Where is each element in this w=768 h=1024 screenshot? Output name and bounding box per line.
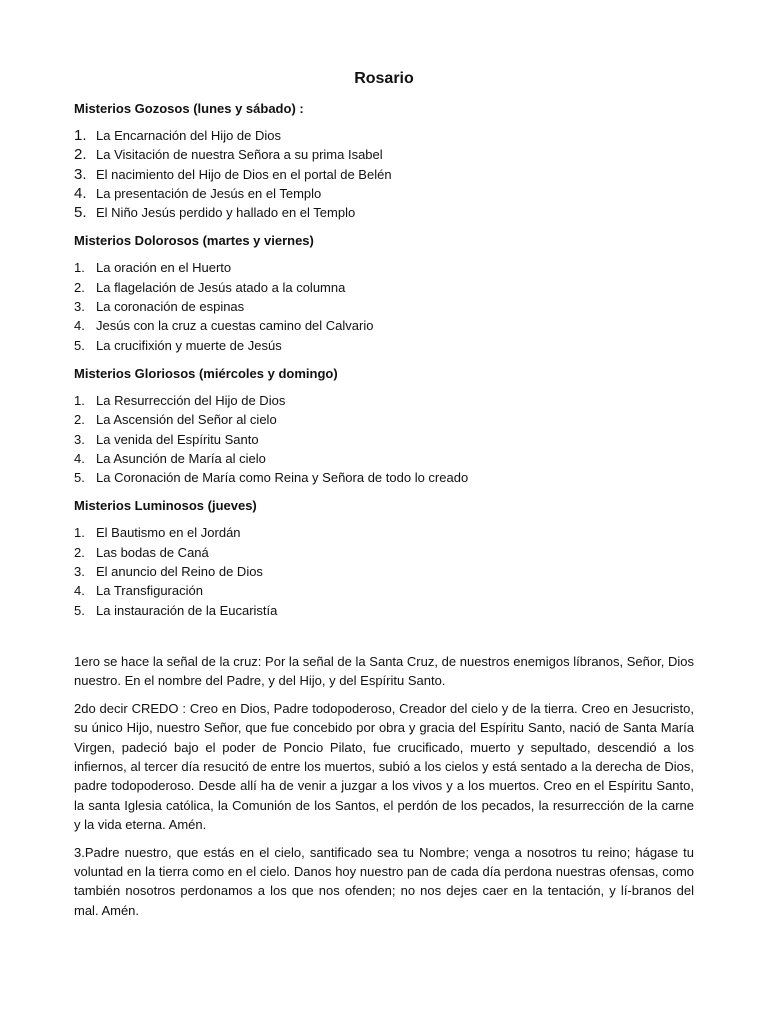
section-gozosos	[74, 100, 694, 222]
document-title: Rosario	[354, 70, 414, 87]
list-item	[74, 523, 694, 542]
list-item	[74, 468, 694, 487]
mysteries-list	[74, 523, 694, 619]
list-text: La Transfiguración	[96, 583, 203, 599]
list-text: El nacimiento del Hijo de Dios en el portal de Belén	[96, 166, 392, 182]
list-item	[74, 316, 694, 335]
list-number: 5.	[74, 602, 85, 618]
list-number: 5.	[74, 204, 87, 222]
list-item	[74, 184, 694, 203]
list-number: 3.	[74, 299, 85, 315]
list-number: 2.	[74, 412, 85, 428]
list-number: 2.	[74, 146, 87, 164]
document-page	[74, 68, 694, 928]
list-number: 1.	[74, 525, 85, 541]
list-item	[74, 203, 694, 222]
mysteries-list	[74, 258, 694, 354]
list-text: La presentación de Jesús en el Templo	[96, 185, 322, 201]
list-text: La instauración de la Eucaristía	[96, 602, 278, 618]
list-item	[74, 336, 694, 355]
list-number: 4.	[74, 318, 85, 334]
list-item	[74, 126, 694, 145]
list-item	[74, 562, 694, 581]
list-item	[74, 449, 694, 468]
list-text: La Encarnación del Hijo de Dios	[96, 128, 281, 143]
list-item	[74, 543, 694, 562]
list-number: 5.	[74, 337, 85, 353]
prayer-sign-of-cross: 1ero se hace la señal de la cruz: Por la señal de la Santa Cruz, de nuestros enemigos líbranos, Señor, Dios nuestro. En el nombre del Padre, y del Hijo, y del Espíritu Santo.	[74, 653, 694, 689]
list-number: 3.	[74, 431, 85, 447]
list-text: La flagelación de Jesús atado a la columna	[96, 279, 346, 295]
list-text: La coronación de espinas	[96, 299, 245, 315]
list-number: 1.	[74, 260, 85, 276]
list-number: 3.	[74, 165, 87, 183]
list-number: 1.	[74, 127, 87, 144]
section-gloriosos	[74, 365, 694, 487]
list-number: 1.	[74, 392, 85, 408]
section-heading: Misterios Luminosos (jueves)	[74, 498, 257, 514]
list-text: Jesús con la cruz a cuestas camino del Calvario	[96, 318, 374, 334]
list-item	[74, 601, 694, 620]
list-item	[74, 258, 694, 277]
list-item	[74, 297, 694, 316]
list-number: 4.	[74, 184, 87, 202]
list-item	[74, 165, 694, 184]
list-text: La Ascensión del Señor al cielo	[96, 412, 277, 428]
prayer-padre-nuestro: 3.Padre nuestro, que estás en el cielo, santificado sea tu Nombre; venga a nosotros tu reino; hágase tu voluntad en la tierra como en el cielo. Danos hoy nuestro pan de cada día perdona nuestras ofensas, como también nosotros perdonamos a los que nos ofenden; no nos dejes caer en la tentación, y lí-branos del mal. Amén.	[74, 844, 694, 918]
mysteries-list	[74, 126, 694, 222]
list-text: La crucifixión y muerte de Jesús	[96, 337, 282, 353]
list-number: 4.	[74, 583, 85, 599]
section-dolorosos	[74, 232, 694, 354]
mysteries-list	[74, 391, 694, 487]
list-text: La Asunción de María al cielo	[96, 450, 266, 466]
list-number: 2.	[74, 279, 85, 295]
section-heading: Misterios Gloriosos (miércoles y domingo)	[74, 365, 338, 381]
section-heading: Misterios Gozosos (lunes y sábado) :	[74, 101, 304, 116]
list-number: 2.	[74, 544, 85, 560]
list-item	[74, 278, 694, 297]
list-text: El Bautismo en el Jordán	[96, 525, 241, 541]
list-text: El anuncio del Reino de Dios	[96, 564, 263, 580]
list-item	[74, 145, 694, 164]
list-number: 4.	[74, 450, 85, 466]
list-number: 5.	[74, 470, 85, 486]
list-text: El Niño Jesús perdido y hallado en el Templo	[96, 205, 356, 221]
list-item	[74, 391, 694, 410]
list-number: 3.	[74, 564, 85, 580]
section-heading: Misterios Dolorosos (martes y viernes)	[74, 233, 314, 249]
list-text: La Resurrección del Hijo de Dios	[96, 392, 286, 408]
list-item	[74, 581, 694, 600]
list-text: Las bodas de Caná	[96, 544, 209, 560]
section-luminosos	[74, 497, 694, 619]
list-item	[74, 430, 694, 449]
prayer-credo: 2do decir CREDO : Creo en Dios, Padre todopoderoso, Creador del cielo y de la tierra. Creo en Jesucristo, su único Hijo, nuestro Señor, que fue concebido por obra y gracia del Espíritu Santo, nació de Santa María Virgen, padeció bajo el poder de Poncio Pilato, fue crucificado, muerto y sepultado, descendió a los infiernos, al tercer día resucitó de entre los muertos, subió a los cielos y está sentado a la derecha de Dios, padre todopoderoso. Desde allí ha de venir a juzgar a los vivos y a los muertos. Creo en el Espíritu Santo, la santa Iglesia católica, la Comunión de los Santos, el perdón de los pecados, la resurrección de la carne y la vida eterna. Amén.	[74, 700, 694, 833]
list-text: La oración en el Huerto	[96, 260, 232, 276]
list-item	[74, 410, 694, 429]
list-text: La Visitación de nuestra Señora a su prima Isabel	[96, 147, 383, 163]
list-text: La venida del Espíritu Santo	[96, 431, 259, 447]
list-text: La Coronación de María como Reina y Señora de todo lo creado	[96, 470, 469, 486]
spacer	[74, 630, 694, 652]
